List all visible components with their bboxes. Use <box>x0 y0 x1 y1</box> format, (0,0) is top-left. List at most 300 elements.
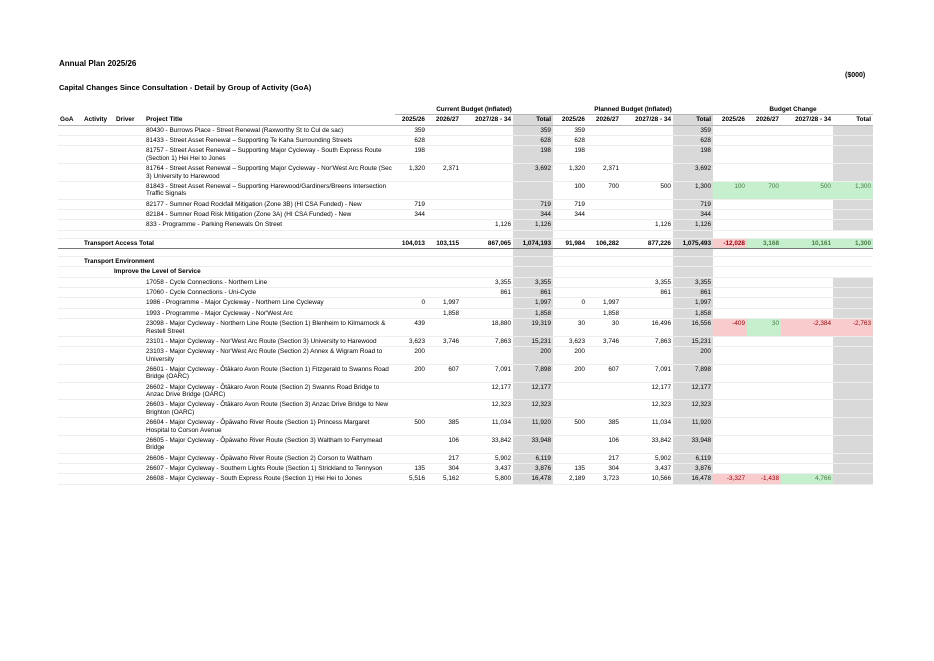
goa-cell <box>58 199 82 209</box>
table-row <box>58 308 873 318</box>
column-header: Total <box>513 115 553 125</box>
value-cell: 2,189 <box>553 474 587 484</box>
value-cell: 877,226 <box>621 238 673 248</box>
value-cell: 3,623 <box>395 336 427 346</box>
empty-cell <box>587 257 621 267</box>
value-cell: 217 <box>427 453 461 463</box>
empty-cell <box>461 257 513 267</box>
empty-cell <box>747 249 781 257</box>
value-cell: 5,162 <box>427 474 461 484</box>
empty-cell <box>713 249 747 257</box>
value-cell <box>587 209 621 219</box>
column-header: GoA <box>58 115 82 125</box>
value-cell <box>781 418 833 436</box>
activity-row <box>58 257 873 267</box>
activity-cell <box>82 347 114 365</box>
value-cell <box>427 382 461 400</box>
value-cell <box>587 382 621 400</box>
project-title: 81757 - Street Asset Renewal – Supporting Major Cycleway - South Express Route (Section 1) Hei Hei to Jones <box>144 146 395 164</box>
value-cell <box>747 209 781 219</box>
value-cell: 344 <box>395 209 427 219</box>
empty-cell <box>427 267 461 277</box>
value-cell <box>747 220 781 230</box>
value-cell <box>713 453 747 463</box>
empty-cell <box>553 249 587 257</box>
project-title: 23101 - Major Cycleway - Nor'West Arc Route (Section 3) University to Harewood <box>144 336 395 346</box>
value-cell: 30 <box>553 319 587 337</box>
value-cell: 385 <box>427 418 461 436</box>
value-cell: 304 <box>427 463 461 473</box>
empty-cell <box>395 267 427 277</box>
activity-cell <box>82 125 114 135</box>
empty-cell <box>747 230 781 238</box>
activity-cell <box>82 136 114 146</box>
project-title: 17058 - Cycle Connections - Northern Line <box>144 277 395 287</box>
value-cell <box>427 288 461 298</box>
project-title: 26606 - Major Cycleway - Ōpāwaho River Route (Section 2) Corson to Waltham <box>144 453 395 463</box>
driver-cell <box>114 336 144 346</box>
value-cell <box>553 220 587 230</box>
empty-cell <box>553 257 587 267</box>
value-cell <box>427 146 461 164</box>
driver-cell <box>114 364 144 382</box>
value-cell <box>553 453 587 463</box>
value-cell <box>833 125 873 135</box>
value-cell <box>747 298 781 308</box>
driver-cell <box>114 125 144 135</box>
value-cell <box>553 277 587 287</box>
value-cell: -2,384 <box>781 319 833 337</box>
value-cell: 359 <box>395 125 427 135</box>
value-cell <box>461 209 513 219</box>
value-cell: 861 <box>461 288 513 298</box>
table-row <box>58 400 873 418</box>
value-cell <box>833 400 873 418</box>
value-cell: 106 <box>587 435 621 453</box>
value-cell <box>461 181 513 199</box>
driver-cell <box>114 220 144 230</box>
value-cell: 11,034 <box>461 418 513 436</box>
column-header: 2027/28 - 34 <box>781 115 833 125</box>
value-cell: 1,858 <box>513 308 553 318</box>
value-cell <box>747 164 781 182</box>
value-cell <box>395 382 427 400</box>
value-cell <box>833 146 873 164</box>
empty-cell <box>833 257 873 267</box>
value-cell <box>713 364 747 382</box>
table-row <box>58 364 873 382</box>
empty-cell <box>673 230 713 238</box>
goa-cell <box>58 288 82 298</box>
project-title: 26604 - Major Cycleway - Ōpāwaho River Route (Section 1) Princess Margaret Hospital to Corson Avenue <box>144 418 395 436</box>
value-cell: 1,300 <box>673 181 713 199</box>
value-cell <box>587 220 621 230</box>
value-cell: 10,566 <box>621 474 673 484</box>
value-cell: 11,920 <box>673 418 713 436</box>
value-cell <box>713 164 747 182</box>
value-cell <box>781 463 833 473</box>
value-cell: 607 <box>587 364 621 382</box>
goa-cell <box>58 136 82 146</box>
value-cell <box>781 308 833 318</box>
value-cell <box>833 364 873 382</box>
value-cell: 628 <box>395 136 427 146</box>
total-row <box>58 238 873 248</box>
value-cell <box>553 400 587 418</box>
value-cell <box>713 347 747 365</box>
value-cell <box>427 220 461 230</box>
value-cell: 4,766 <box>781 474 833 484</box>
value-cell: 1,997 <box>587 298 621 308</box>
empty-cell <box>58 257 82 267</box>
activity-cell <box>82 435 114 453</box>
value-cell <box>833 136 873 146</box>
empty-cell <box>553 267 587 277</box>
column-header: 2026/27 <box>427 115 461 125</box>
value-cell: 700 <box>587 181 621 199</box>
table-row <box>58 146 873 164</box>
activity-label: Transport Environment <box>82 257 395 267</box>
activity-cell <box>82 308 114 318</box>
value-cell <box>395 181 427 199</box>
empty-cell <box>427 230 461 238</box>
value-cell: 106 <box>427 435 461 453</box>
value-cell: 198 <box>553 146 587 164</box>
project-title: 26601 - Major Cycleway - Ōtākaro Avon Route (Section 1) Fitzgerald to Swanns Road Bridge (OARC) <box>144 364 395 382</box>
empty-cell <box>833 249 873 257</box>
project-title: 81843 - Street Asset Renewal – Supporting Harewood/Gardiners/Breens Intersection Traffic Signals <box>144 181 395 199</box>
value-cell: 304 <box>587 463 621 473</box>
empty-cell <box>781 267 833 277</box>
empty-cell <box>621 267 673 277</box>
value-cell: 16,478 <box>673 474 713 484</box>
goa-cell <box>58 435 82 453</box>
project-title: 23098 - Major Cycleway - Northern Line Route (Section 1) Blenheim to Kilmarnock & Restell Street <box>144 319 395 337</box>
empty-cell <box>781 249 833 257</box>
value-cell <box>427 277 461 287</box>
column-header: 2025/26 <box>395 115 427 125</box>
total-label: Transport Access Total <box>82 238 395 248</box>
driver-cell <box>114 347 144 365</box>
empty-cell <box>82 249 114 257</box>
value-cell: 3,723 <box>587 474 621 484</box>
value-cell: 198 <box>395 146 427 164</box>
value-cell: 12,323 <box>461 400 513 418</box>
value-cell <box>833 382 873 400</box>
empty-cell <box>747 257 781 267</box>
value-cell: 1,126 <box>621 220 673 230</box>
value-cell: 1,858 <box>673 308 713 318</box>
value-cell: 0 <box>553 298 587 308</box>
value-cell <box>713 298 747 308</box>
value-cell <box>621 199 673 209</box>
empty-cell <box>713 257 747 267</box>
value-cell <box>713 308 747 318</box>
value-cell <box>833 474 873 484</box>
activity-cell <box>82 364 114 382</box>
value-cell <box>781 220 833 230</box>
activity-cell <box>82 164 114 182</box>
value-cell <box>833 277 873 287</box>
value-cell <box>747 453 781 463</box>
value-cell: 16,556 <box>673 319 713 337</box>
value-cell: 104,013 <box>395 238 427 248</box>
driver-cell <box>114 400 144 418</box>
value-cell <box>427 347 461 365</box>
project-title: 26603 - Major Cycleway - Ōtākaro Avon Route (Section 3) Anzac Drive Bridge to New Brighton (OARC) <box>144 400 395 418</box>
value-cell <box>781 364 833 382</box>
column-header: Total <box>833 115 873 125</box>
value-cell <box>713 463 747 473</box>
value-cell: 867,065 <box>461 238 513 248</box>
value-cell <box>781 298 833 308</box>
value-cell: 1,997 <box>673 298 713 308</box>
value-cell <box>713 199 747 209</box>
table-row <box>58 288 873 298</box>
empty-cell <box>513 249 553 257</box>
goa-cell <box>58 364 82 382</box>
value-cell <box>427 209 461 219</box>
project-title: 26602 - Major Cycleway - Ōtākaro Avon Route (Section 2) Swanns Road Bridge to Anzac Drive Bridge (OARC) <box>144 382 395 400</box>
goa-cell <box>58 382 82 400</box>
value-cell <box>833 347 873 365</box>
column-header: 2026/27 <box>587 115 621 125</box>
value-cell <box>395 277 427 287</box>
table-row <box>58 435 873 453</box>
value-cell <box>781 277 833 287</box>
activity-cell <box>82 199 114 209</box>
value-cell: 7,091 <box>621 364 673 382</box>
value-cell <box>833 288 873 298</box>
value-cell: -12,028 <box>713 238 747 248</box>
empty-cell <box>395 249 427 257</box>
value-cell <box>427 400 461 418</box>
value-cell <box>621 298 673 308</box>
project-title: 80430 - Burrows Place - Street Renewal (Raxworthy St to Cul de sac) <box>144 125 395 135</box>
value-cell: 198 <box>673 146 713 164</box>
goa-cell <box>58 277 82 287</box>
driver-cell <box>114 181 144 199</box>
goa-cell <box>58 336 82 346</box>
goa-cell <box>58 209 82 219</box>
column-header: 2025/26 <box>713 115 747 125</box>
empty-cell <box>144 249 395 257</box>
column-header: Project Title <box>144 115 395 125</box>
value-cell: 5,902 <box>621 453 673 463</box>
value-cell <box>587 277 621 287</box>
empty-cell <box>587 230 621 238</box>
value-cell: 861 <box>673 288 713 298</box>
goa-cell <box>58 238 82 248</box>
value-cell: 33,948 <box>673 435 713 453</box>
value-cell: 12,323 <box>621 400 673 418</box>
value-cell <box>781 146 833 164</box>
value-cell <box>553 308 587 318</box>
driver-cell <box>114 277 144 287</box>
empty-cell <box>833 230 873 238</box>
value-cell <box>747 435 781 453</box>
value-cell <box>747 336 781 346</box>
value-cell <box>713 288 747 298</box>
activity-cell <box>82 463 114 473</box>
value-cell <box>395 435 427 453</box>
value-cell <box>621 164 673 182</box>
column-header: Total <box>673 115 713 125</box>
project-title: 1986 - Programme - Major Cycleway - Northern Line Cycleway <box>144 298 395 308</box>
activity-cell <box>82 288 114 298</box>
value-cell: 198 <box>513 146 553 164</box>
empty-cell <box>553 230 587 238</box>
table-row <box>58 298 873 308</box>
value-cell: 719 <box>673 199 713 209</box>
value-cell <box>713 209 747 219</box>
value-cell <box>587 400 621 418</box>
report-subtitle: Capital Changes Since Consultation - Detail by Group of Activity (GoA) <box>59 83 312 92</box>
project-title: 81433 - Street Asset Renewal – Supporting Te Kaha Surrounding Streets <box>144 136 395 146</box>
value-cell <box>553 382 587 400</box>
value-cell <box>781 435 833 453</box>
value-cell: 719 <box>553 199 587 209</box>
empty-cell <box>513 230 553 238</box>
empty-cell <box>461 230 513 238</box>
empty-cell <box>395 257 427 267</box>
value-cell: 500 <box>781 181 833 199</box>
value-cell: 1,300 <box>833 238 873 248</box>
value-cell: 1,997 <box>427 298 461 308</box>
activity-cell <box>82 146 114 164</box>
empty-cell <box>587 267 621 277</box>
project-title: 23103 - Major Cycleway - Nor'West Arc Route (Section 2) Annex & Wigram Road to University <box>144 347 395 365</box>
value-cell: 16,478 <box>513 474 553 484</box>
column-header: 2027/28 - 34 <box>461 115 513 125</box>
value-cell <box>747 382 781 400</box>
value-cell <box>427 181 461 199</box>
value-cell <box>747 288 781 298</box>
table-row <box>58 347 873 365</box>
spacer-row <box>58 230 873 238</box>
value-cell: 7,863 <box>621 336 673 346</box>
value-cell: 700 <box>747 181 781 199</box>
empty-cell <box>713 267 747 277</box>
value-cell: 5,800 <box>461 474 513 484</box>
project-title: 1993 - Programme - Major Cycleway - Nor'West Arc <box>144 308 395 318</box>
value-cell: 12,323 <box>513 400 553 418</box>
column-header: 2026/27 <box>747 115 781 125</box>
value-cell <box>621 125 673 135</box>
value-cell: 3,692 <box>513 164 553 182</box>
empty-cell <box>673 257 713 267</box>
value-cell: 3,355 <box>673 277 713 287</box>
value-cell: -3,327 <box>713 474 747 484</box>
value-cell <box>747 136 781 146</box>
value-cell: 2,371 <box>587 164 621 182</box>
value-cell: 1,320 <box>395 164 427 182</box>
goa-cell <box>58 125 82 135</box>
value-cell: 5,516 <box>395 474 427 484</box>
value-cell: 1,858 <box>427 308 461 318</box>
activity-cell <box>82 209 114 219</box>
value-cell: 3,355 <box>621 277 673 287</box>
value-cell <box>713 277 747 287</box>
goa-cell <box>58 474 82 484</box>
empty-cell <box>621 230 673 238</box>
value-cell <box>747 308 781 318</box>
value-cell: 33,842 <box>621 435 673 453</box>
value-cell: 135 <box>395 463 427 473</box>
value-cell <box>713 418 747 436</box>
empty-cell <box>513 257 553 267</box>
goa-cell <box>58 308 82 318</box>
value-cell: 1,075,493 <box>673 238 713 248</box>
unit-label: ($000) <box>845 72 866 79</box>
empty-cell <box>747 267 781 277</box>
value-cell <box>461 308 513 318</box>
value-cell: 344 <box>553 209 587 219</box>
column-header: 2025/26 <box>553 115 587 125</box>
driver-cell <box>114 164 144 182</box>
value-cell: 1,074,193 <box>513 238 553 248</box>
driver-cell <box>114 146 144 164</box>
value-cell <box>833 453 873 463</box>
value-cell: 0 <box>395 298 427 308</box>
driver-row <box>58 267 873 277</box>
value-cell <box>427 125 461 135</box>
empty-cell <box>621 257 673 267</box>
value-cell <box>781 209 833 219</box>
value-cell <box>833 199 873 209</box>
value-cell <box>781 382 833 400</box>
group-header-row <box>58 105 873 115</box>
value-cell: 16,496 <box>621 319 673 337</box>
project-title: 82177 - Sumner Road Rockfall Mitigation (Zone 3B) (HI CSA Funded) - New <box>144 199 395 209</box>
value-cell <box>553 288 587 298</box>
value-cell: 3,168 <box>747 238 781 248</box>
budget-change-header: Budget Change <box>713 105 873 115</box>
empty-cell <box>395 230 427 238</box>
value-cell: 628 <box>513 136 553 146</box>
value-cell <box>781 125 833 135</box>
activity-cell <box>82 319 114 337</box>
value-cell: 344 <box>513 209 553 219</box>
value-cell <box>747 277 781 287</box>
activity-cell <box>82 181 114 199</box>
value-cell <box>747 146 781 164</box>
value-cell <box>621 209 673 219</box>
driver-cell <box>114 136 144 146</box>
value-cell: 200 <box>395 347 427 365</box>
activity-cell <box>82 298 114 308</box>
driver-cell <box>114 418 144 436</box>
table-row <box>58 336 873 346</box>
value-cell <box>833 220 873 230</box>
table-row <box>58 136 873 146</box>
empty-cell <box>781 230 833 238</box>
empty-cell <box>781 257 833 267</box>
project-title: 81764 - Street Asset Renewal – Supporting Major Cycleway - Nor'West Arc Route (Sec 3) University to Harewood <box>144 164 395 182</box>
value-cell: 861 <box>621 288 673 298</box>
value-cell: 91,984 <box>553 238 587 248</box>
value-cell <box>781 453 833 463</box>
value-cell: 1,126 <box>673 220 713 230</box>
value-cell: 18,880 <box>461 319 513 337</box>
value-cell <box>833 209 873 219</box>
empty-cell <box>114 230 144 238</box>
value-cell <box>713 336 747 346</box>
activity-cell <box>82 336 114 346</box>
value-cell: 135 <box>553 463 587 473</box>
value-cell: 1,858 <box>587 308 621 318</box>
value-cell: 7,898 <box>673 364 713 382</box>
